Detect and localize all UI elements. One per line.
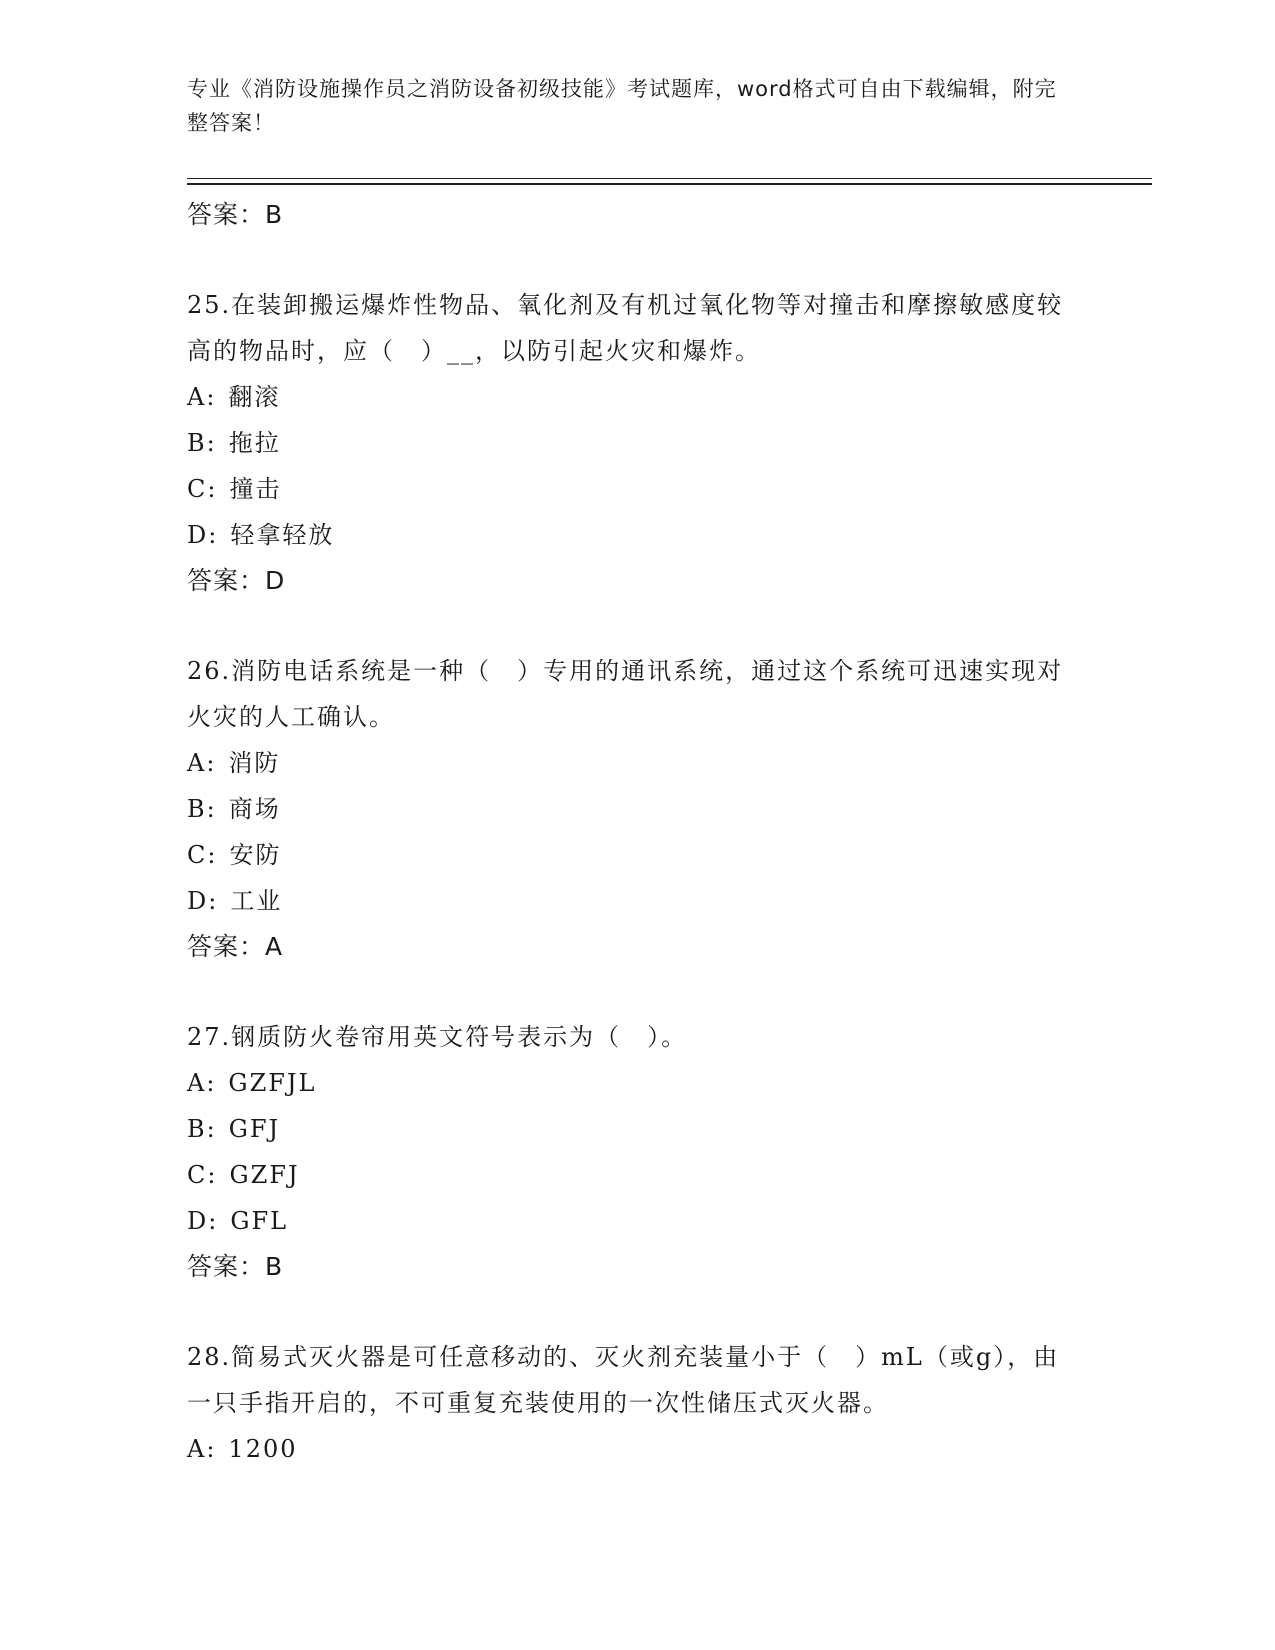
option-item bbox=[187, 512, 1087, 558]
option-letter: B: bbox=[187, 1115, 217, 1143]
option-text: 1200 bbox=[228, 1435, 298, 1463]
option-item bbox=[187, 1060, 1087, 1106]
option-letter: B: bbox=[187, 429, 217, 457]
option-letter: B: bbox=[187, 795, 217, 823]
option-text: 工业 bbox=[230, 887, 283, 915]
option-item bbox=[187, 786, 1087, 832]
option-letter: D: bbox=[187, 887, 219, 915]
option-text: 撞击 bbox=[229, 475, 282, 503]
question-text: 27.钢质防火卷帘用英文符号表示为（ ）。 bbox=[187, 1023, 688, 1051]
option-item bbox=[187, 878, 1087, 924]
option-item bbox=[187, 374, 1087, 420]
option-item bbox=[187, 1106, 1087, 1152]
option-text: GFJ bbox=[228, 1115, 281, 1143]
question-list bbox=[187, 192, 1087, 1472]
option-item bbox=[187, 466, 1087, 512]
option-item bbox=[187, 420, 1087, 466]
option-item bbox=[187, 740, 1087, 786]
question-text: 28.简易式灭火器是可任意移动的、灭火剂充装量小于（ ）mL（或g），由一只手指开启的，不可重复充装使用的一次性储压式灭火器。 bbox=[187, 1343, 1060, 1417]
option-letter: C: bbox=[187, 475, 218, 503]
header-rule-thin bbox=[187, 178, 1152, 179]
block-spacer bbox=[187, 970, 1087, 1014]
option-letter: C: bbox=[187, 1161, 218, 1189]
option-letter: D: bbox=[187, 1207, 219, 1235]
answer-line: 答案：B bbox=[187, 200, 284, 229]
answer-line: 答案：D bbox=[187, 566, 286, 595]
block-spacer bbox=[187, 604, 1087, 648]
option-item bbox=[187, 1152, 1087, 1198]
option-text: 商场 bbox=[228, 795, 281, 823]
option-text: GZFJ bbox=[229, 1161, 300, 1189]
option-letter: A: bbox=[187, 383, 217, 411]
option-text: GFL bbox=[230, 1207, 289, 1235]
option-item bbox=[187, 1426, 1087, 1472]
option-letter: A: bbox=[187, 1069, 217, 1097]
option-letter: A: bbox=[187, 749, 217, 777]
question-text: 26.消防电话系统是一种（ ）专用的通讯系统，通过这个系统可迅速实现对火灾的人工确认。 bbox=[187, 657, 1064, 731]
question-text: 25.在装卸搬运爆炸性物品、氧化剂及有机过氧化物等对撞击和摩擦敏感度较高的物品时，应（ ）__，以防引起火灾和爆炸。 bbox=[187, 291, 1064, 365]
option-letter: A: bbox=[187, 1435, 217, 1463]
block-spacer bbox=[187, 1290, 1087, 1334]
option-text: GZFJL bbox=[228, 1069, 317, 1097]
option-text: 轻拿轻放 bbox=[230, 521, 335, 549]
block-spacer bbox=[187, 238, 1087, 282]
option-text: 翻滚 bbox=[228, 383, 281, 411]
option-item bbox=[187, 832, 1087, 878]
answer-line: 答案：B bbox=[187, 1252, 284, 1281]
option-letter: C: bbox=[187, 841, 218, 869]
document-header: 专业《消防设施操作员之消防设备初级技能》考试题库，word格式可自由下载编辑，附完整答案！ bbox=[187, 77, 1057, 135]
option-text: 安防 bbox=[229, 841, 282, 869]
option-text: 消防 bbox=[228, 749, 281, 777]
option-letter: D: bbox=[187, 521, 219, 549]
option-text: 拖拉 bbox=[228, 429, 281, 457]
option-item bbox=[187, 1198, 1087, 1244]
header-rule-thick bbox=[187, 183, 1152, 185]
answer-line: 答案：A bbox=[187, 932, 284, 961]
